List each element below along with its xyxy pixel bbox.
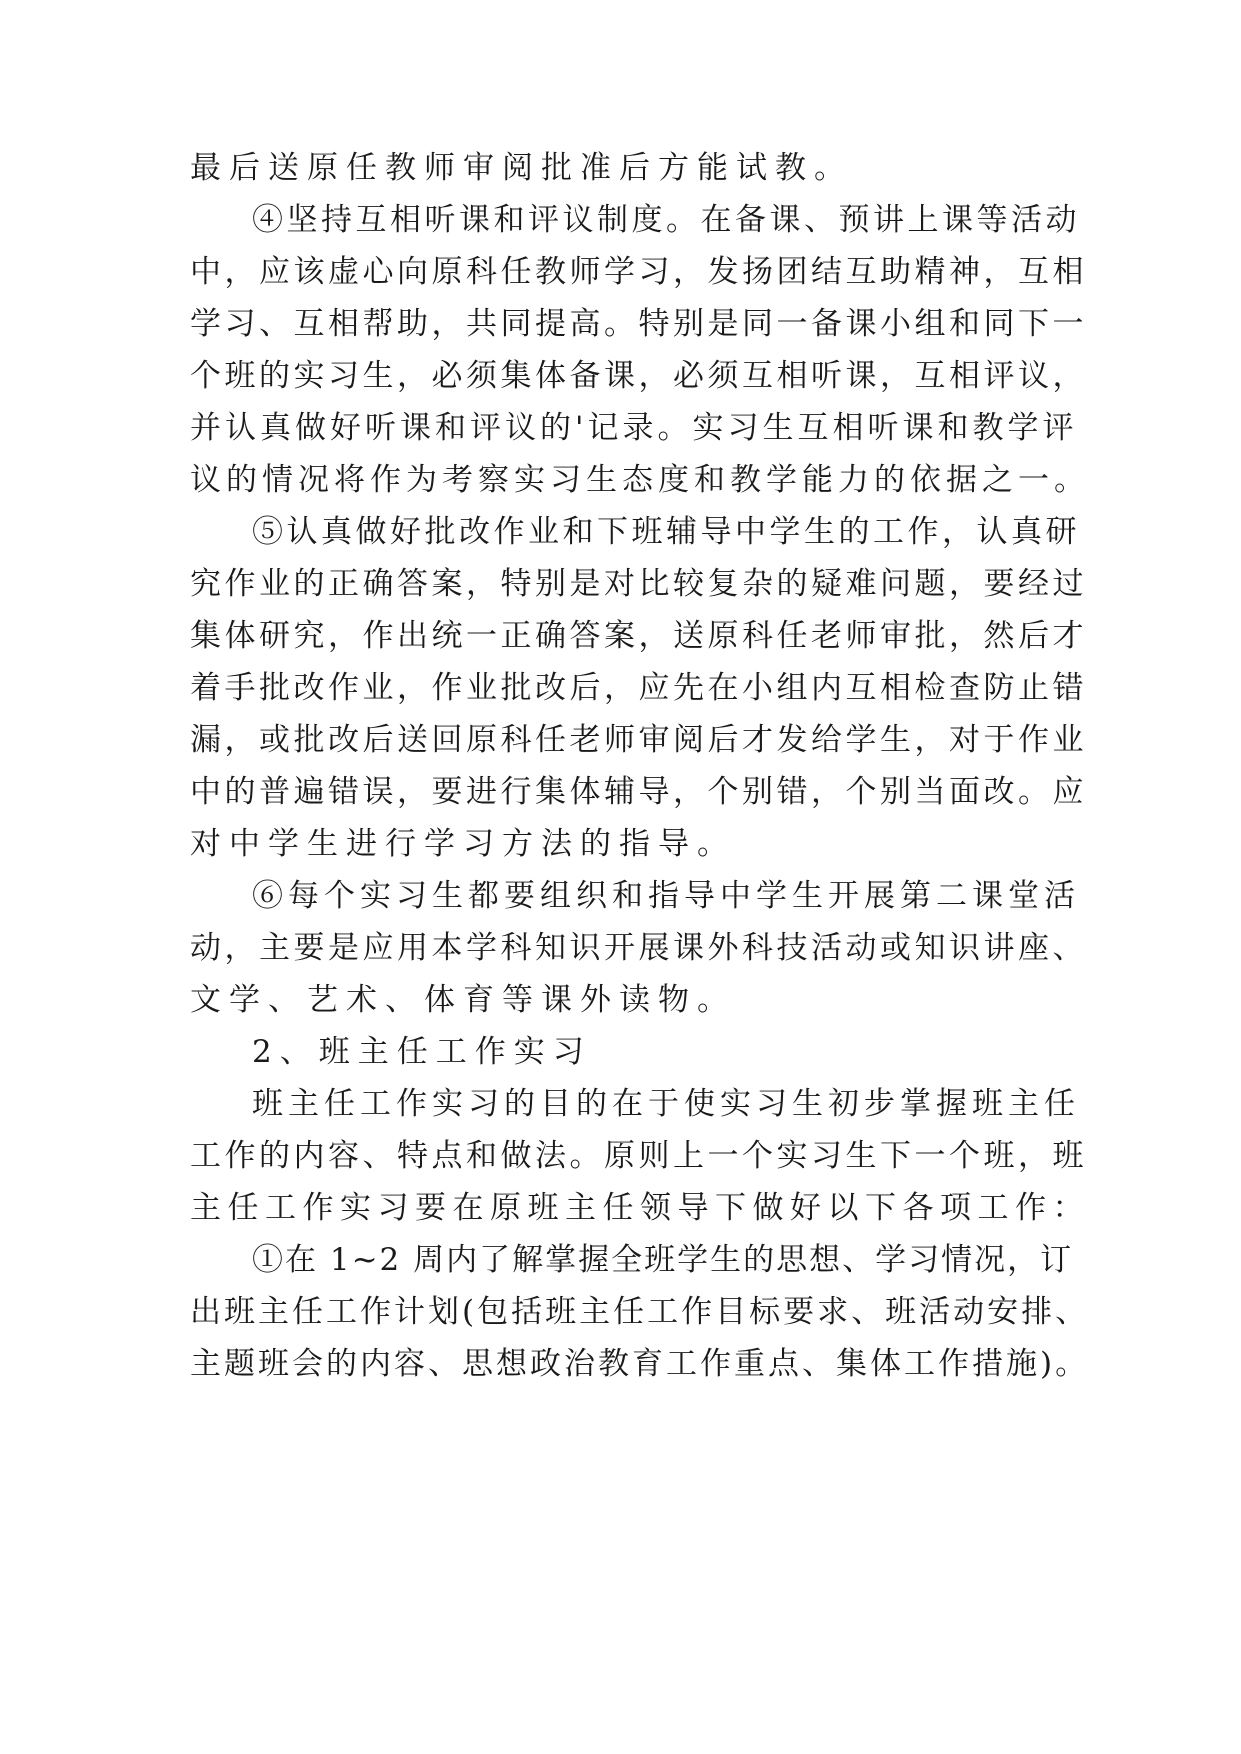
text-line: 主任工作实习要在原班主任领导下做好以下各项工作： — [190, 1190, 1090, 1226]
text-line: 集体研究，作出统一正确答案，送原科任老师审批，然后才 — [190, 618, 1087, 654]
text-line: 最后送原任教师审阅批准后方能试教。 — [190, 150, 853, 186]
text-line: 中，应该虚心向原科任教师学习，发扬团结互助精神，互相 — [190, 254, 1087, 290]
text-line: 着手批改作业，作业批改后，应先在小组内互相检查防止错 — [190, 670, 1087, 706]
section-heading: 2、班主任工作实习 — [252, 1034, 592, 1070]
text-line: 主题班会的内容、思想政治教育工作重点、集体工作措施)。 — [190, 1346, 1090, 1382]
text-line: 议的情况将作为考察实习生态度和教学能力的依据之一。 — [190, 462, 1090, 498]
text-line: ①在 1~2 周内了解掌握全班学生的思想、学习情况，订 — [252, 1242, 1074, 1278]
text-line: 漏，或批改后送回原科任老师审阅后才发给学生，对于作业 — [190, 722, 1087, 758]
text-line: 个班的实习生，必须集体备课，必须互相听课，互相评议， — [190, 358, 1087, 394]
text-line: ⑥每个实习生都要组织和指导中学生开展第二课堂活 — [252, 878, 1080, 914]
text-line: 动，主要是应用本学科知识开展课外科技活动或知识讲座、 — [190, 930, 1087, 966]
text-line: 学习、互相帮助，共同提高。特别是同一备课小组和同下一 — [190, 306, 1087, 342]
text-line: 出班主任工作计划(包括班主任工作目标要求、班活动安排、 — [190, 1294, 1090, 1330]
text-line: ④坚持互相听课和评议制度。在备课、预讲上课等活动 — [252, 202, 1080, 238]
text-line: 班主任工作实习的目的在于使实习生初步掌握班主任 — [252, 1086, 1080, 1122]
text-line: 究作业的正确答案，特别是对比较复杂的疑难问题，要经过 — [190, 566, 1087, 602]
text-line: 并认真做好听课和评议的'记录。实习生互相听课和教学评 — [190, 410, 1078, 446]
text-line: 中的普遍错误，要进行集体辅导，个别错，个别当面改。应 — [190, 774, 1087, 810]
text-line: 文学、艺术、体育等课外读物。 — [190, 982, 736, 1018]
text-line: 对中学生进行学习方法的指导。 — [190, 826, 736, 862]
text-line: ⑤认真做好批改作业和下班辅导中学生的工作，认真研 — [252, 514, 1080, 550]
text-line: 工作的内容、特点和做法。原则上一个实习生下一个班，班 — [190, 1138, 1087, 1174]
